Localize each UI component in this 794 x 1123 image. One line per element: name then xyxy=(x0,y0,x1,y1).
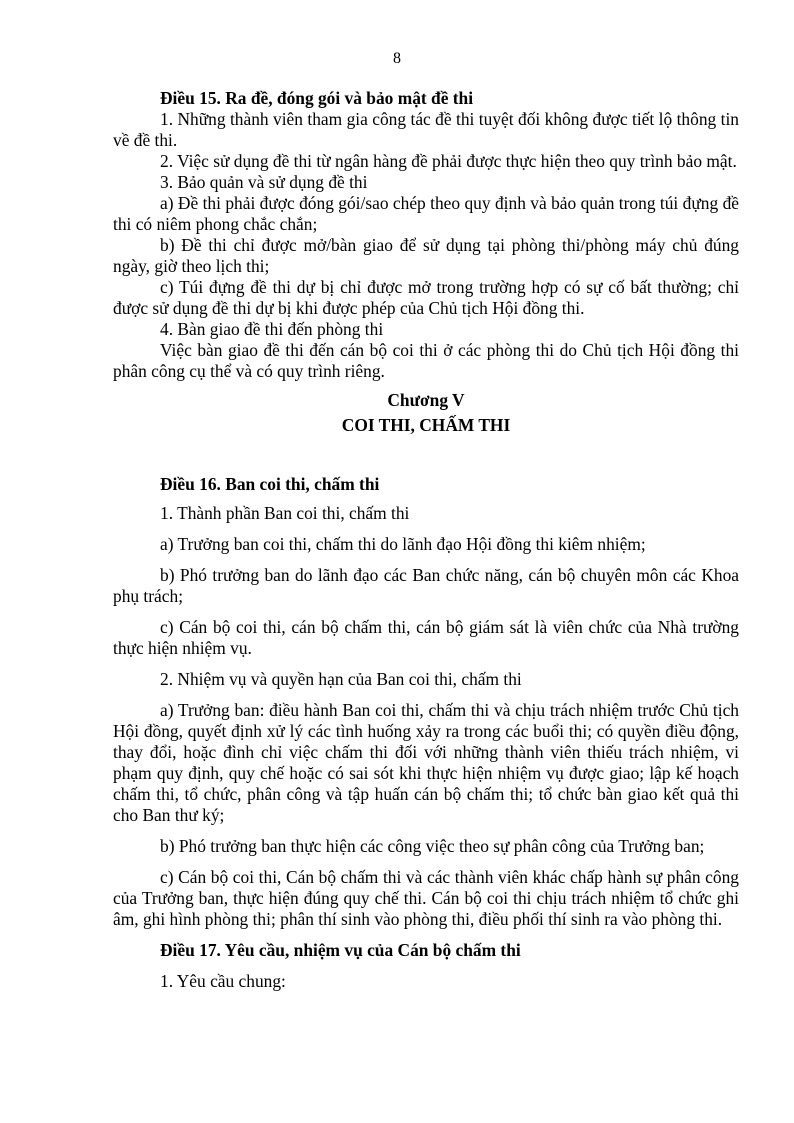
article-15-paragraph-3c: c) Túi đựng đề thi dự bị chỉ được mở trong trường hợp có sự cố bất thường; chỉ được sử dụng đề thi dự bị khi được phép của Chủ tịch Hội đồng thi. xyxy=(113,277,739,318)
article-17-heading: Điều 17. Yêu cầu, nhiệm vụ của Cán bộ chấm thi xyxy=(160,940,521,960)
page-number: 8 xyxy=(393,50,401,67)
article-16-paragraph-1a: a) Trưởng ban coi thi, chấm thi do lãnh đạo Hội đồng thi kiêm nhiệm; xyxy=(160,534,646,554)
article-16-paragraph-2a: a) Trưởng ban: điều hành Ban coi thi, chấm thi và chịu trách nhiệm trước Chủ tịch Hội đồng, quyết định xử lý các tình huống xảy ra trong các buổi thi; có quyền điều động, thay đổi, hoặc đình chỉ việc chấm thi đối với những thành viên thiếu trách nhiệm, vi phạm quy định, quy chế hoặc có sai sót khi thực hiện nhiệm vụ được giao; lập kế hoạch chấm thi, tổ chức, phân công và tập huấn cán bộ chấm thi; tổ chức bàn giao kết quả thi cho Ban thư ký; xyxy=(113,700,739,825)
article-15-paragraph-3a: a) Đề thi phải được đóng gói/sao chép theo quy định và bảo quản trong túi đựng đề thi có niêm phong chắc chắn; xyxy=(113,193,739,234)
article-16-paragraph-1: 1. Thành phần Ban coi thi, chấm thi xyxy=(160,503,410,523)
article-17-paragraph-1: 1. Yêu cầu chung: xyxy=(160,971,286,991)
article-15-paragraph-3: 3. Bảo quản và sử dụng đề thi xyxy=(160,172,368,192)
article-15-paragraph-3b: b) Đề thi chỉ được mở/bàn giao để sử dụng tại phòng thi/phòng máy chủ đúng ngày, giờ theo lịch thi; xyxy=(113,235,739,276)
article-15-paragraph-2: 2. Việc sử dụng đề thi từ ngân hàng đề phải được thực hiện theo quy trình bảo mật. xyxy=(160,151,737,171)
article-15-heading: Điều 15. Ra đề, đóng gói và bảo mật đề thi xyxy=(160,88,474,108)
article-16-paragraph-2b: b) Phó trưởng ban thực hiện các công việc theo sự phân công của Trưởng ban; xyxy=(160,836,705,856)
article-15-paragraph-4-text: Việc bàn giao đề thi đến cán bộ coi thi ở các phòng thi do Chủ tịch Hội đồng thi phân công cụ thể và có quy trình riêng. xyxy=(113,340,739,381)
article-16-paragraph-2: 2. Nhiệm vụ và quyền hạn của Ban coi thi, chấm thi xyxy=(160,669,522,689)
article-16-paragraph-1c: c) Cán bộ coi thi, cán bộ chấm thi, cán bộ giám sát là viên chức của Nhà trường thực hiện nhiệm vụ. xyxy=(113,617,739,658)
article-15-paragraph-4: 4. Bàn giao đề thi đến phòng thi xyxy=(160,319,384,339)
article-16-paragraph-1b: b) Phó trưởng ban do lãnh đạo các Ban chức năng, cán bộ chuyên môn các Khoa phụ trách; xyxy=(113,565,739,606)
article-16-heading: Điều 16. Ban coi thi, chấm thi xyxy=(160,474,380,494)
article-15-paragraph-1: 1. Những thành viên tham gia công tác đề thi tuyệt đối không được tiết lộ thông tin về đề thi. xyxy=(113,109,739,150)
chapter-title: COI THI, CHẤM THI xyxy=(341,415,511,435)
article-16-paragraph-2c: c) Cán bộ coi thi, Cán bộ chấm thi và các thành viên khác chấp hành sự phân công của Trưởng ban, thực hiện đúng quy chế thi. Cán bộ coi thi chịu trách nhiệm tổ chức ghi âm, ghi hình phòng thi; phân thí sinh vào phòng thi, điều phối thí sinh ra vào phòng thi. xyxy=(113,867,739,929)
chapter-number: Chương V xyxy=(387,390,465,410)
document-body xyxy=(113,88,739,992)
